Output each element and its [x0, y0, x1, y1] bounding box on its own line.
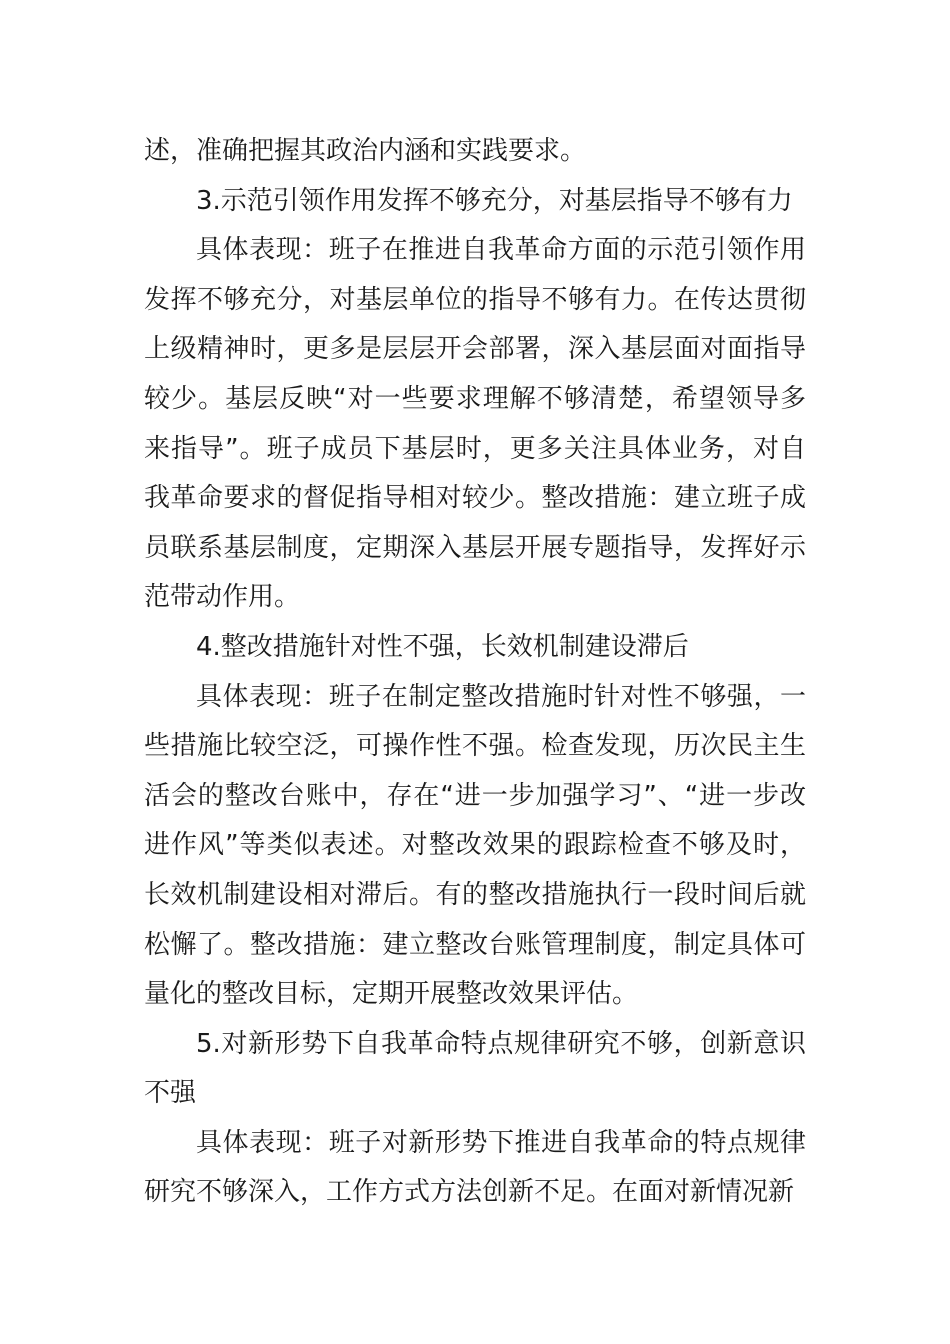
paragraph-continuation: 述，准确把握其政治内涵和实践要求。	[144, 136, 587, 166]
section-heading-3: 3.示范引领作用发挥不够充分，对基层指导不够有力	[196, 185, 793, 216]
section-heading-5: 5.对新形势下自我革命特点规律研究不够，创新意识不强	[144, 1028, 806, 1109]
paragraph-body-3: 具体表现：班子在推进自我革命方面的示范引领作用发挥不够充分，对基层单位的指导不够有力。在传达贯彻上级精神时，更多是层层开会部署，深入基层面对面指导较少。基层反映“对一些要求理解不够清楚，希望领导多来指导”。班子成员下基层时，更多关注具体业务，对自我革命要求的督促指导相对较少。整改措施：建立班子成员联系基层制度，定期深入基层开展专题指导，发挥好示范带动作用。	[144, 235, 806, 613]
document-body	[144, 127, 806, 1218]
paragraph-body-5: 具体表现：班子对新形势下推进自我革命的特点规律研究不够深入，工作方式方法创新不足。在面对新情况新	[144, 1127, 806, 1208]
paragraph-body-4: 具体表现：班子在制定整改措施时针对性不够强，一些措施比较空泛，可操作性不强。检查发现，历次民主生活会的整改台账中，存在“进一步加强学习”、“进一步改进作风”等类似表述。对整改效果的跟踪检查不够及时，长效机制建设相对滞后。有的整改措施执行一段时间后就松懈了。整改措施：建立整改台账管理制度，制定具体可量化的整改目标，定期开展整改效果评估。	[144, 681, 806, 1010]
section-heading-4: 4.整改措施针对性不强，长效机制建设滞后	[196, 631, 689, 662]
